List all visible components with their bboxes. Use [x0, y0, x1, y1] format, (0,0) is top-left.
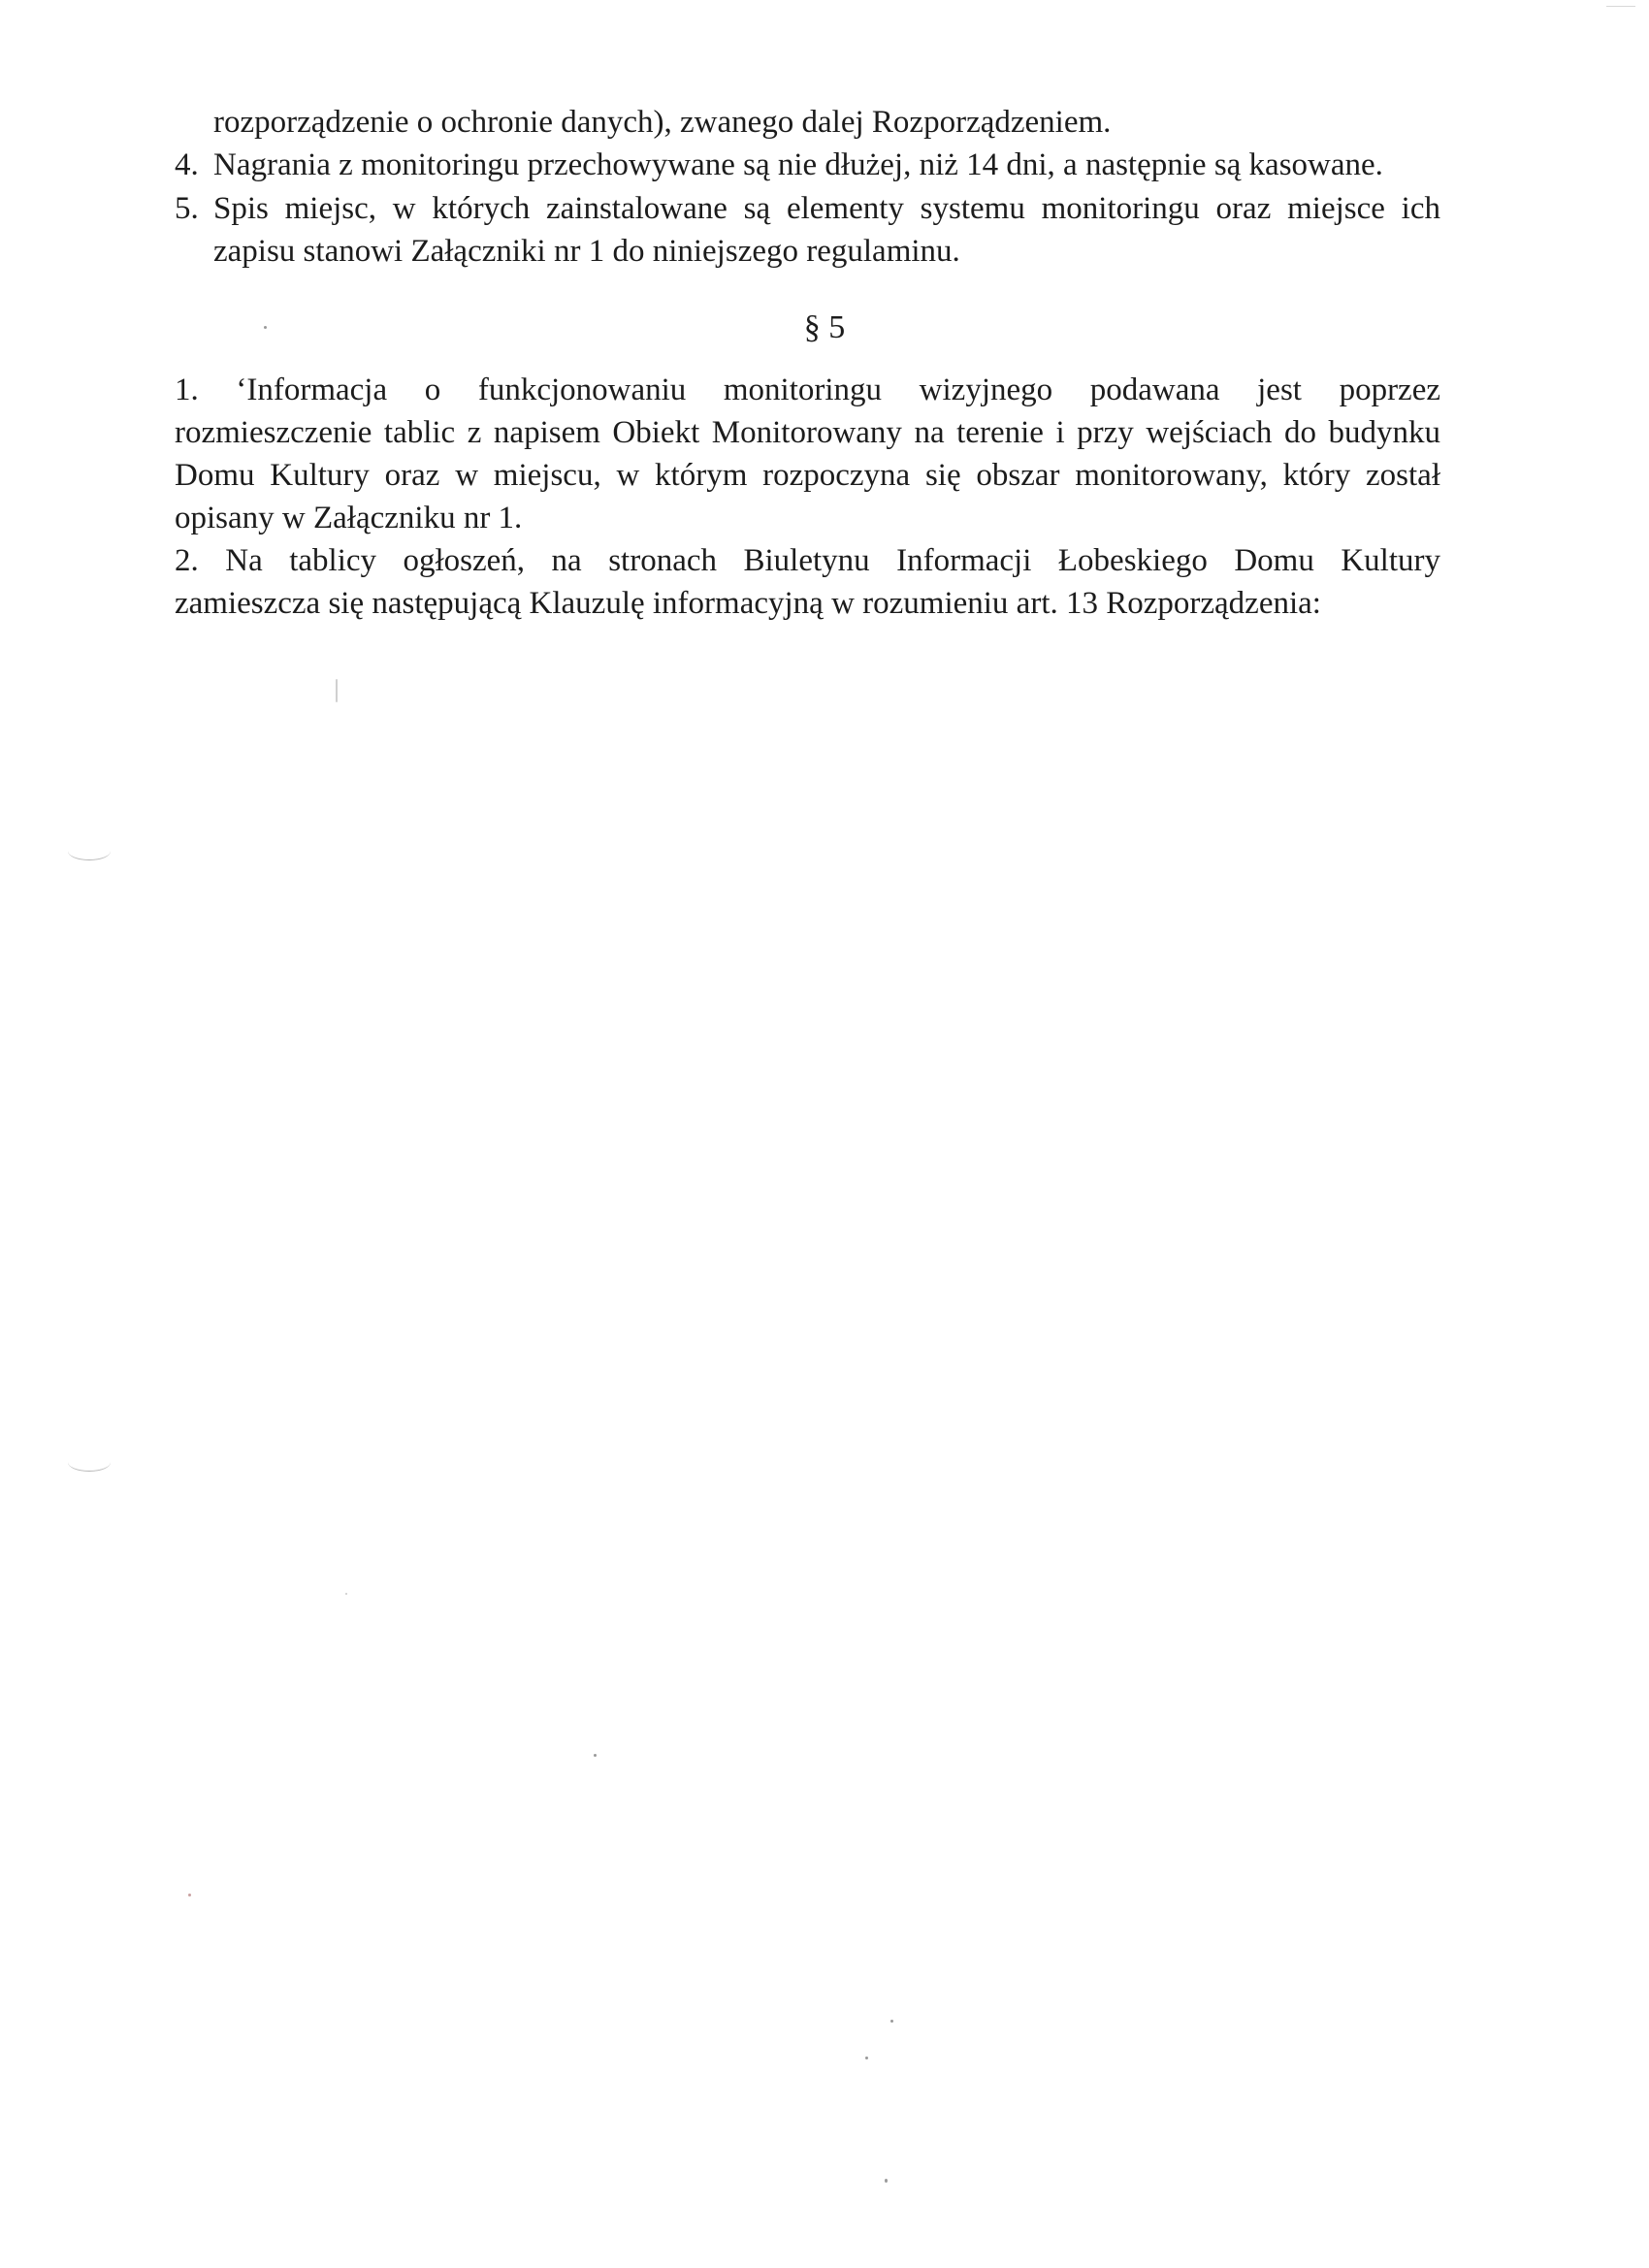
paragraph-2-line-2: zamieszcza się następującą Klauzulę informacyjną w rozumieniu art. 13 Rozporządzenia: — [175, 586, 1321, 621]
item-4-number: 4. — [175, 147, 199, 182]
paragraph-1-line-1: 1. ‘Informacja o funkcjonowaniu monitoringu wizyjnego podawana jest poprzez — [175, 373, 1440, 407]
paragraph-1-line-2: rozmieszczenie tablic z napisem Obiekt Monitorowany na terenie i przy wejściach do budynku — [175, 415, 1440, 450]
paragraph-1-line-4: opisany w Załączniku nr 1. — [175, 501, 523, 535]
paragraph-1-line-3: Domu Kultury oraz w miejscu, w którym rozpoczyna się obszar monitorowany, który został — [175, 458, 1440, 493]
item-5-number: 5. — [175, 191, 199, 226]
section-heading: § 5 — [803, 309, 846, 345]
scan-speck — [336, 679, 338, 702]
item-5-line-1: Spis miejsc, w których zainstalowane są elementy systemu monitoringu oraz miejsce ich — [213, 191, 1440, 226]
scan-speck — [885, 2179, 888, 2183]
item-3-continuation: rozporządzenie o ochronie danych), zwanego dalej Rozporządzeniem. — [213, 105, 1112, 140]
punch-hole-mark-upper — [68, 842, 111, 860]
scan-speck — [188, 1894, 191, 1896]
scan-speck — [865, 2057, 868, 2059]
item-4-text: Nagrania z monitoringu przechowywane są nie dłużej, niż 14 dni, a następnie są kasowane. — [213, 147, 1383, 182]
punch-hole-mark-lower — [68, 1453, 111, 1472]
scan-speck — [890, 2020, 893, 2023]
scan-speck — [594, 1754, 597, 1757]
scan-speck — [264, 326, 267, 329]
scan-speck — [345, 1593, 347, 1595]
item-5-line-2: zapisu stanowi Załączniki nr 1 do niniejszego regulaminu. — [213, 234, 960, 269]
scan-corner-mark — [1606, 6, 1635, 7]
paragraph-2-line-1: 2. Na tablicy ogłoszeń, na stronach Biuletynu Informacji Łobeskiego Domu Kultury — [175, 543, 1440, 578]
